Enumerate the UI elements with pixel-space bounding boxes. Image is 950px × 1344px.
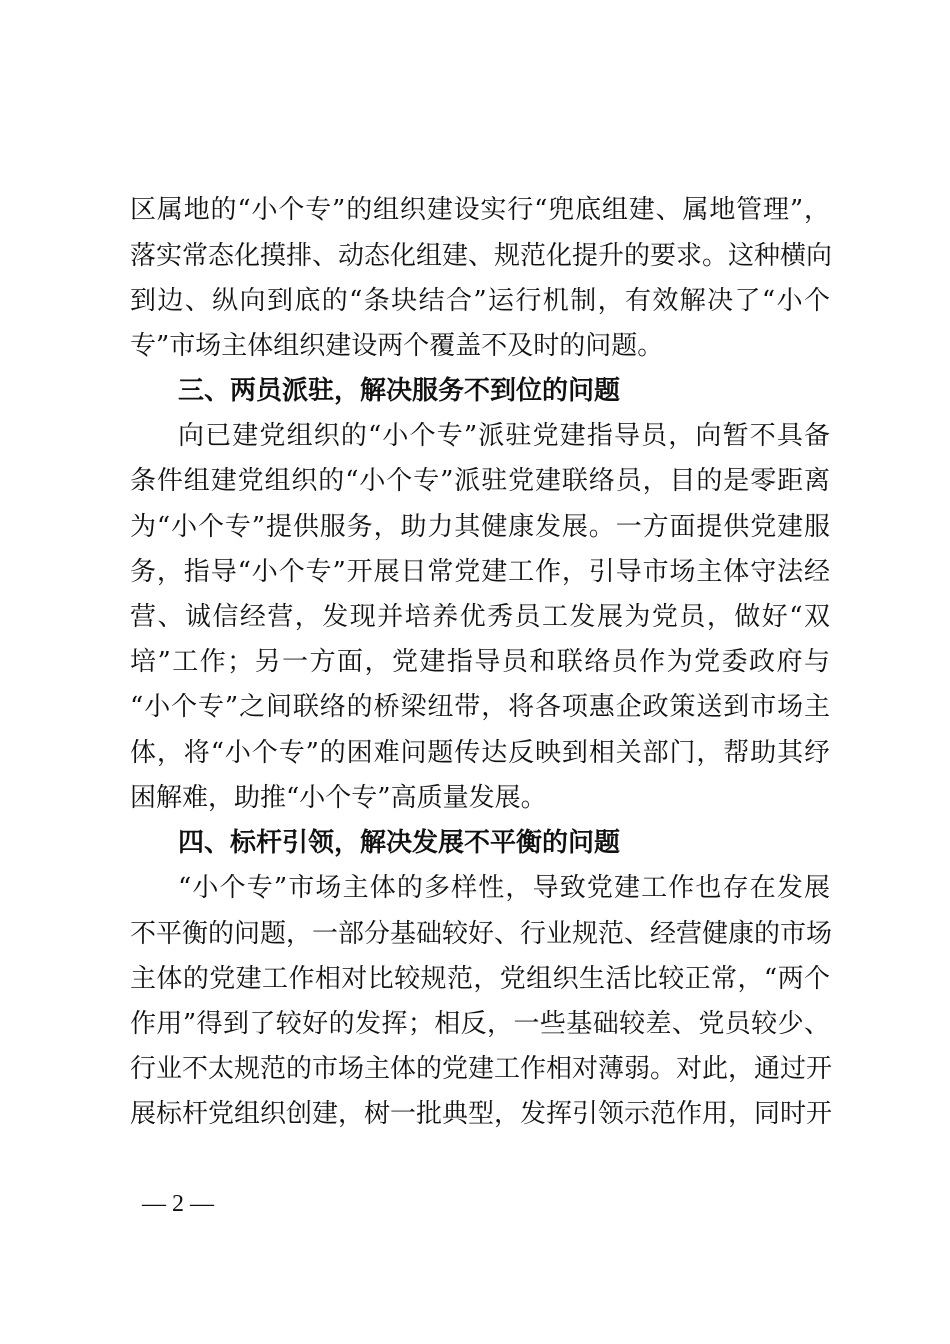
paragraph-line: 向已建党组织的“小个专”派驻党建指导员，向暂不具备 [178, 421, 830, 451]
paragraph-line: 困解难，助推“小个专”高质量发展。 [130, 783, 547, 813]
paragraph-line: “小个专”之间联络的桥梁纽带，将各项惠企政策送到市场主 [130, 692, 830, 722]
paragraph-line: 落实常态化摸排、动态化组建、规范化提升的要求。这种横向 [130, 241, 833, 271]
section-heading-3: 三、两员派驻，解决服务不到位的问题 [178, 376, 621, 406]
paragraph-line: 区属地的“小个专”的组织建设实行“兜底组建、属地管理”， [130, 195, 830, 225]
section-heading-4: 四、标杆引领，解决发展不平衡的问题 [178, 828, 621, 858]
paragraph-line: 主体的党建工作相对比较规范，党组织生活比较正常，“两个 [130, 964, 830, 994]
paragraph-line: 展标杆党组织创建，树一批典型，发挥引领示范作用，同时开 [130, 1099, 833, 1129]
paragraph-line: 不平衡的问题，一部分基础较好、行业规范、经营健康的市场 [130, 919, 833, 949]
paragraph-line: 为“小个专”提供服务，助力其健康发展。一方面提供党建服 [130, 512, 830, 542]
paragraph-line: 到边、纵向到底的“条块结合”运行机制，有效解决了“小个 [130, 286, 830, 316]
page-number: — 2 — [142, 1191, 214, 1217]
paragraph-line: 行业不太规范的市场主体的党建工作相对薄弱。对此，通过开 [130, 1054, 833, 1084]
paragraph-line: 条件组建党组织的“小个专”派驻党建联络员，目的是零距离 [130, 466, 830, 496]
paragraph-line: 培”工作；另一方面，党建指导员和联络员作为党委政府与 [130, 647, 830, 677]
paragraph-line: 作用”得到了较好的发挥；相反，一些基础较差、党员较少、 [130, 1009, 830, 1039]
paragraph-line: 营、诚信经营，发现并培养优秀员工发展为党员，做好“双 [130, 602, 830, 632]
paragraph-line: 专”市场主体组织建设两个覆盖不及时的问题。 [130, 331, 664, 361]
paragraph-line: 体，将“小个专”的困难问题传达反映到相关部门，帮助其纾 [130, 738, 830, 768]
paragraph-line: “小个专”市场主体的多样性，导致党建工作也存在发展 [178, 873, 830, 903]
paragraph-line: 务，指导“小个专”开展日常党建工作，引导市场主体守法经 [130, 557, 830, 587]
